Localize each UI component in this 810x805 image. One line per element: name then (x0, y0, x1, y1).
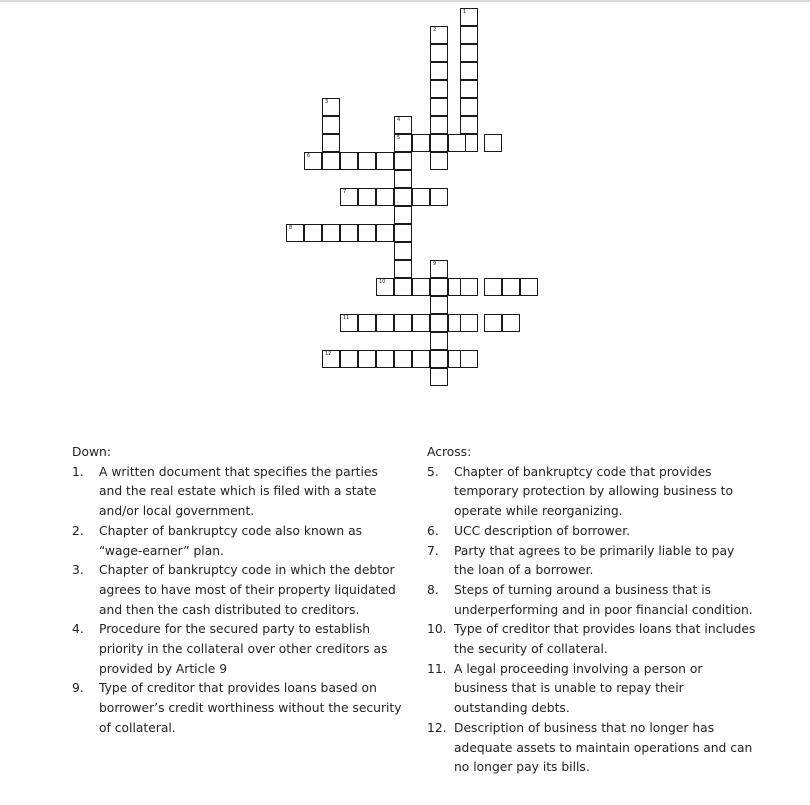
crossword-cell-10[interactable] (376, 278, 394, 296)
cell-number: 8 (289, 225, 293, 231)
crossword-cell[interactable] (460, 80, 478, 98)
crossword-cell[interactable] (430, 350, 448, 368)
crossword-cell[interactable] (484, 314, 502, 332)
crossword-cell[interactable] (394, 170, 412, 188)
crossword-cell[interactable] (376, 314, 394, 332)
crossword-cell[interactable] (394, 206, 412, 224)
cell-number: 1 (463, 9, 467, 15)
cell-number: 4 (397, 117, 401, 123)
down-heading: Down: (72, 445, 111, 459)
crossword-cell[interactable] (430, 116, 448, 134)
crossword-cell[interactable] (394, 224, 412, 242)
crossword-cell[interactable] (340, 350, 358, 368)
across-clue-12: 12. Description of business that no longer has adequate assets to maintain operations and can no longer pay its bills. (427, 720, 753, 775)
cell-number: 5 (397, 135, 401, 141)
crossword-cell[interactable] (430, 296, 448, 314)
crossword-cell-7[interactable] (340, 188, 358, 206)
cell-number: 2 (433, 27, 437, 33)
crossword-cell[interactable] (430, 98, 448, 116)
crossword-cell[interactable] (460, 314, 478, 332)
crossword-cell-8[interactable] (286, 224, 304, 242)
crossword-cell[interactable] (484, 134, 502, 152)
crossword-cell[interactable] (460, 44, 478, 62)
cell-number: 11 (343, 315, 350, 321)
crossword-cell[interactable] (376, 350, 394, 368)
crossword-cell[interactable] (520, 278, 538, 296)
crossword-cell[interactable] (460, 116, 478, 134)
crossword-cell[interactable] (430, 44, 448, 62)
crossword-cell-2[interactable] (430, 26, 448, 44)
cell-number: 7 (343, 189, 347, 195)
crossword-cell[interactable] (358, 188, 376, 206)
crossword-cell[interactable] (322, 134, 340, 152)
crossword-cell[interactable] (412, 314, 430, 332)
crossword-cell-4[interactable] (394, 116, 412, 134)
across-clue-11: 11. A legal proceeding involving a person or business that is unable to repay their outstanding debts. (427, 661, 703, 716)
crossword-cell[interactable] (322, 152, 340, 170)
crossword-cell[interactable] (376, 152, 394, 170)
crossword-cell[interactable] (460, 26, 478, 44)
crossword-cell-6[interactable] (304, 152, 322, 170)
crossword-cell[interactable] (340, 224, 358, 242)
crossword-cell[interactable] (394, 188, 412, 206)
crossword-cell-12[interactable] (322, 350, 340, 368)
crossword-cell[interactable] (394, 260, 412, 278)
crossword-cell[interactable] (430, 278, 448, 296)
crossword-cell[interactable] (412, 278, 430, 296)
crossword-cell[interactable] (412, 350, 430, 368)
crossword-cell[interactable] (460, 98, 478, 116)
crossword-cell[interactable] (394, 242, 412, 260)
crossword-cell[interactable] (340, 152, 358, 170)
crossword-cell[interactable] (322, 116, 340, 134)
crossword-cell[interactable] (430, 152, 448, 170)
crossword-cell[interactable] (412, 188, 430, 206)
crossword-cell[interactable] (376, 188, 394, 206)
crossword-cell[interactable] (322, 224, 340, 242)
crossword-cell[interactable] (502, 314, 520, 332)
crossword-cell-1[interactable] (460, 8, 478, 26)
across-clues (427, 443, 757, 778)
crossword-cell[interactable] (502, 278, 520, 296)
crossword-cell-5[interactable] (394, 134, 412, 152)
down-clues (72, 443, 402, 739)
down-clue-9: 9. Type of creditor that provides loans based on borrower’s credit worthiness without the security of collateral. (72, 681, 402, 735)
crossword-cell[interactable] (460, 62, 478, 80)
crossword-cell[interactable] (448, 134, 466, 152)
crossword-cell[interactable] (430, 314, 448, 332)
crossword-cell[interactable] (484, 278, 502, 296)
down-clue-4: 4. Procedure for the secured party to establish priority in the collateral over other creditors as provided by Article 9 (72, 622, 388, 676)
crossword-cell-11[interactable] (340, 314, 358, 332)
crossword-cell[interactable] (430, 80, 448, 98)
crossword-cell[interactable] (376, 224, 394, 242)
crossword-cell[interactable] (430, 62, 448, 80)
crossword-cell[interactable] (460, 278, 478, 296)
cell-number: 10 (379, 279, 386, 285)
crossword-cell[interactable] (412, 134, 430, 152)
crossword-cell[interactable] (430, 368, 448, 386)
down-clue-2: 2. Chapter of bankruptcy code also known as “wage-earner” plan. (72, 523, 363, 558)
across-clue-6: 6. UCC description of borrower. (427, 523, 631, 538)
crossword-cell[interactable] (358, 350, 376, 368)
across-clue-5: 5. Chapter of bankruptcy code that provides temporary protection by allowing business to operate while reorganizing. (427, 464, 733, 519)
across-clue-10: 10. Type of creditor that provides loans that includes the security of collateral. (427, 622, 756, 657)
down-clue-1: 1. A written document that specifies the parties and the real estate which is filed with a state and/or local government. (72, 464, 378, 519)
crossword-cell[interactable] (394, 314, 412, 332)
crossword-cell[interactable] (358, 314, 376, 332)
cell-number: 9 (433, 261, 437, 267)
crossword-cell[interactable] (358, 152, 376, 170)
crossword-cell[interactable] (304, 224, 322, 242)
cell-number: 6 (307, 153, 311, 159)
crossword-cell[interactable] (460, 350, 478, 368)
crossword-cell[interactable] (394, 350, 412, 368)
cell-number: 12 (325, 351, 332, 357)
crossword-cell[interactable] (394, 152, 412, 170)
crossword-cell-3[interactable] (322, 98, 340, 116)
across-clue-8: 8. Steps of turning around a business that is underperforming and in poor financial condition. (427, 582, 753, 617)
crossword-cell[interactable] (430, 332, 448, 350)
crossword-cell[interactable] (394, 278, 412, 296)
crossword-cell[interactable] (430, 134, 448, 152)
across-clue-7: 7. Party that agrees to be primarily liable to pay the loan of a borrower. (427, 543, 735, 578)
crossword-cell-9[interactable] (430, 260, 448, 278)
across-heading: Across: (427, 445, 472, 459)
down-clue-3: 3. Chapter of bankruptcy code in which the debtor agrees to have most of their property liquidated and then the cash distributed to creditors. (72, 563, 396, 617)
crossword-cell[interactable] (430, 188, 448, 206)
crossword-cell[interactable] (358, 224, 376, 242)
cell-number: 3 (325, 99, 329, 105)
